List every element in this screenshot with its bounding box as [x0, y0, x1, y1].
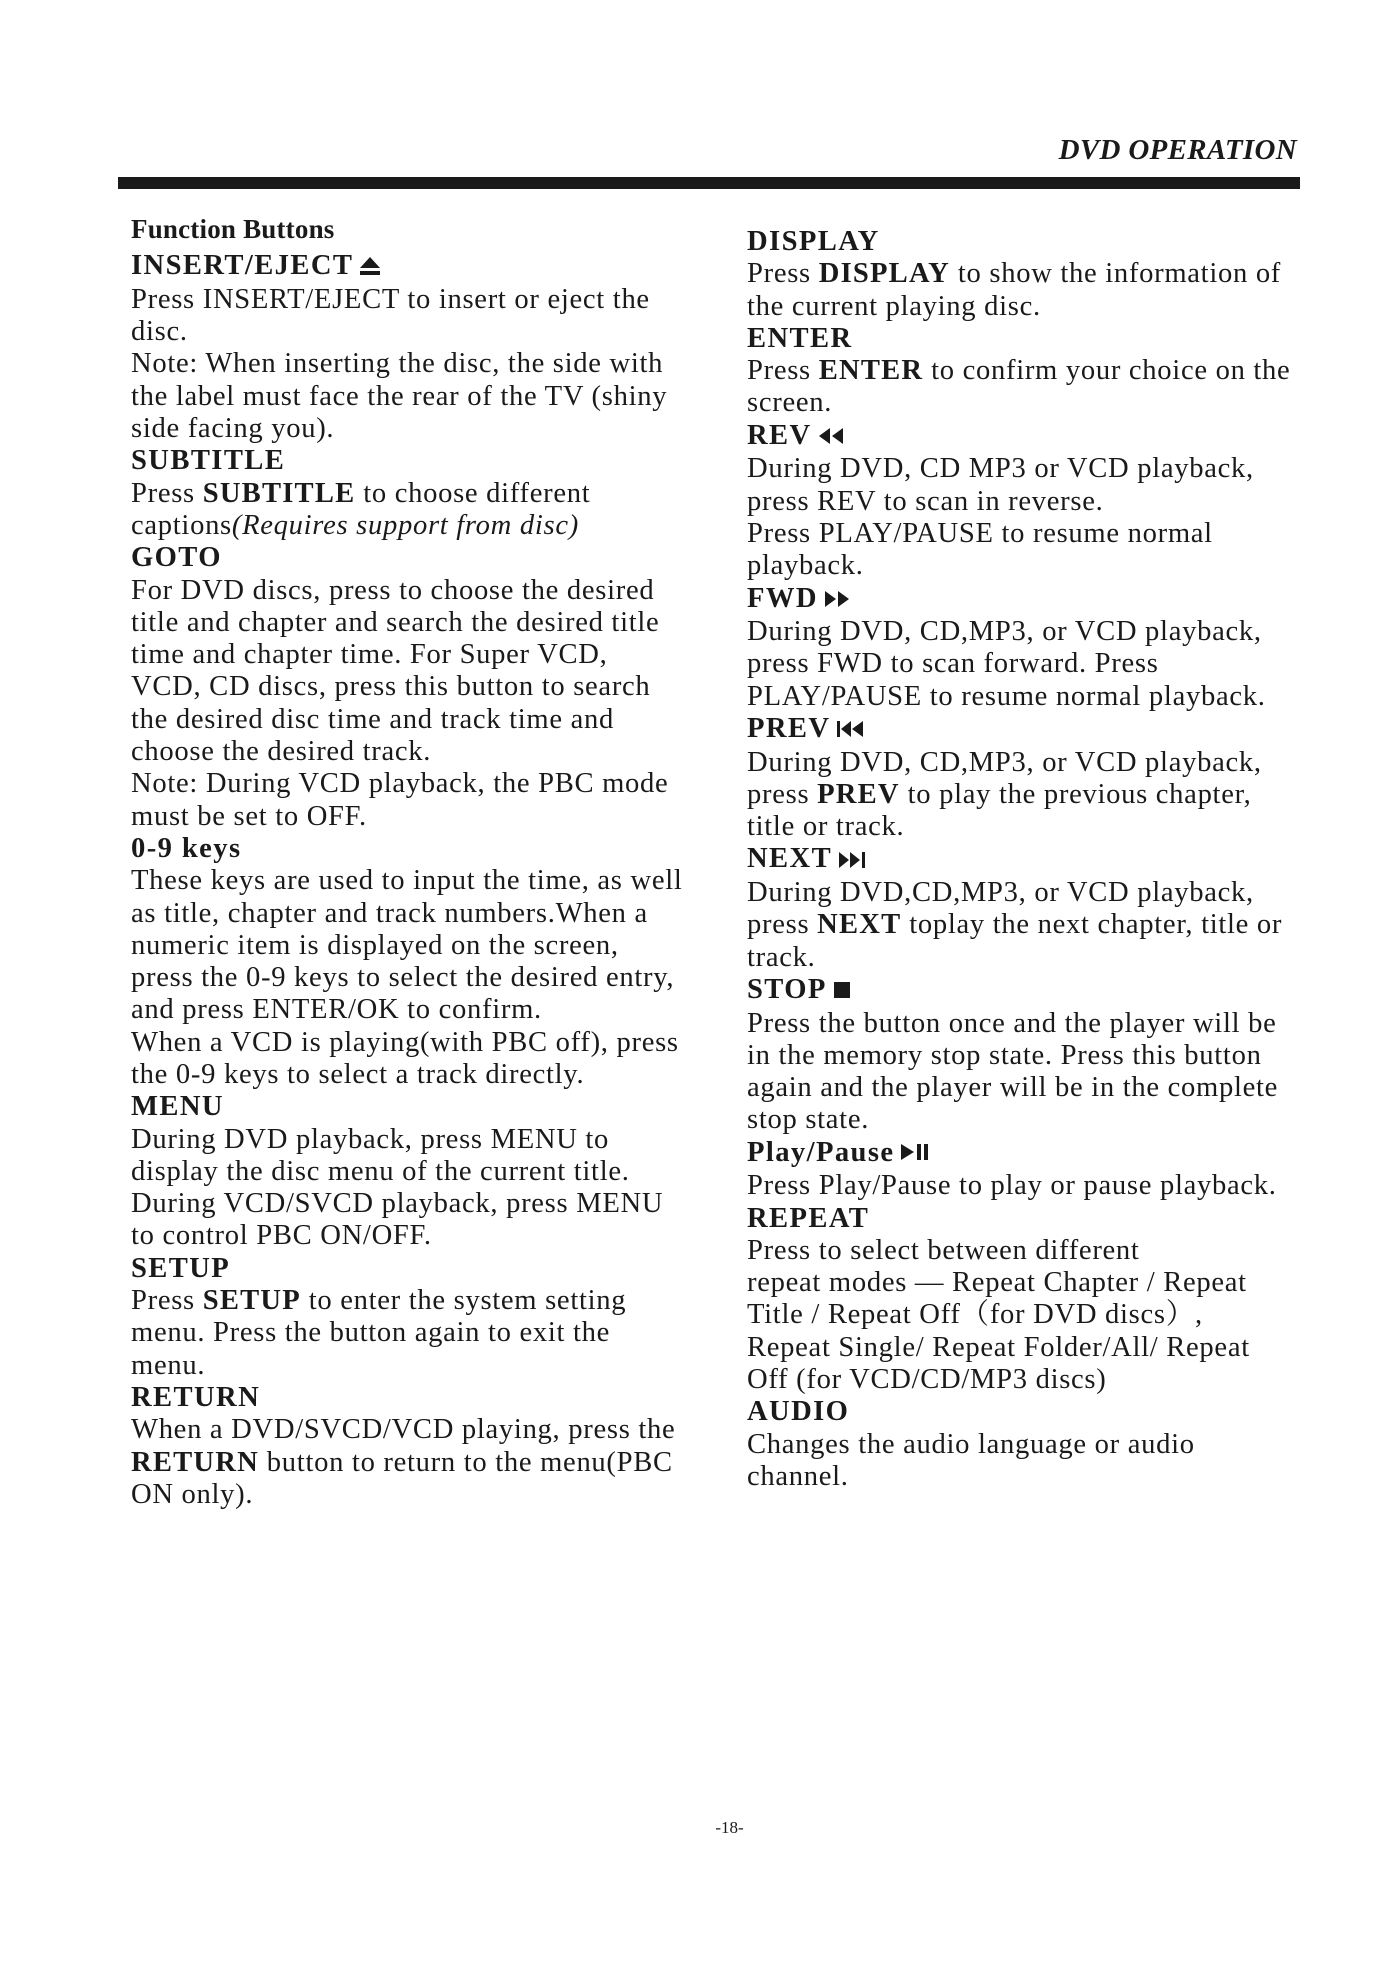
- function-buttons-title: Function Buttons: [131, 214, 335, 244]
- text-segment: Note: During VCD playback, the PBC mode: [131, 768, 669, 800]
- body-line: [131, 1479, 731, 1511]
- rewind-icon: [818, 421, 844, 453]
- section-heading-subtitle: [131, 445, 731, 477]
- text-segment: These keys are used to input the time, as well: [131, 865, 683, 897]
- body-line: [747, 811, 1347, 843]
- text-segment: the label must face the rear of the TV (shiny: [131, 380, 668, 412]
- text-segment: (Requires support from disc): [231, 509, 579, 541]
- text-segment: During DVD, CD,MP3, or VCD playback,: [747, 746, 1262, 778]
- text-segment: to play the previous chapter,: [899, 778, 1252, 810]
- body-line: [747, 1104, 1347, 1136]
- body-line: [131, 413, 731, 445]
- text-segment: title and chapter and search the desired title: [131, 606, 660, 638]
- play-pause-icon: [900, 1138, 930, 1170]
- text-segment: During DVD, CD MP3 or VCD playback,: [747, 453, 1254, 485]
- body-line: [747, 1008, 1347, 1040]
- body-line: [131, 801, 731, 833]
- text-segment: to enter the system setting: [300, 1285, 627, 1317]
- body-line: [747, 453, 1347, 485]
- body-line: [747, 291, 1347, 323]
- section-playpause: [747, 1137, 1347, 1203]
- body-line: [131, 1156, 731, 1188]
- text-segment: channel.: [747, 1460, 849, 1492]
- section-heading-text: AUDIO: [747, 1396, 850, 1428]
- body-line: [747, 1235, 1347, 1267]
- text-segment: press: [747, 778, 818, 810]
- body-line: [747, 1040, 1347, 1072]
- text-segment: Press: [747, 355, 819, 387]
- body-line: [747, 1267, 1347, 1299]
- section-heading-text: INSERT/EJECT: [131, 250, 354, 282]
- section-heading-insert: [131, 250, 731, 284]
- text-segment: display the disc menu of the current title.: [131, 1155, 630, 1187]
- text-segment: press FWD to scan forward. Press: [747, 648, 1159, 680]
- section-heading-stop: [747, 974, 1347, 1008]
- text-segment: time and chapter time. For Super VCD,: [131, 639, 608, 671]
- page-number: -18-: [715, 1818, 744, 1837]
- text-segment: Press: [131, 477, 203, 509]
- page-header-title: DVD OPERATION: [1058, 134, 1297, 166]
- body-line: [131, 348, 731, 380]
- section-heading-text: 0-9 keys: [131, 832, 242, 864]
- section-heading-goto: [131, 542, 731, 574]
- text-segment: PLAY/PAUSE to resume normal playback.: [747, 680, 1266, 712]
- body-line: [747, 616, 1347, 648]
- section-audio: [747, 1396, 1347, 1493]
- section-heading-audio: [747, 1396, 1347, 1428]
- text-segment: During DVD, CD,MP3, or VCD playback,: [747, 616, 1262, 648]
- text-segment: to show the information of: [950, 258, 1282, 290]
- text-segment: PREV: [817, 778, 900, 810]
- section-heading-display: [747, 226, 1347, 258]
- body-line: [747, 518, 1347, 550]
- eject-icon: [359, 252, 381, 284]
- body-line: [747, 1461, 1347, 1493]
- text-segment: the current playing disc.: [747, 290, 1041, 322]
- fast-forward-icon: [824, 584, 850, 616]
- text-segment: side facing you).: [131, 413, 335, 445]
- text-segment: Press: [131, 1285, 203, 1317]
- stop-icon: [833, 975, 851, 1007]
- section-heading-text: GOTO: [131, 542, 222, 574]
- body-line: [131, 1317, 731, 1349]
- text-segment: For DVD discs, press to choose the desired: [131, 574, 655, 606]
- text-segment: SUBTITLE: [202, 477, 356, 509]
- body-line: [747, 1299, 1347, 1331]
- text-segment: playback.: [747, 550, 864, 582]
- text-segment: press REV to scan in reverse.: [747, 485, 1104, 517]
- text-segment: again and the player will be in the complete: [747, 1072, 1279, 1104]
- section-display: [747, 226, 1347, 323]
- text-segment: Note: When inserting the disc, the side with: [131, 348, 664, 380]
- body-line: [131, 316, 731, 348]
- section-heading-repeat: [747, 1203, 1347, 1235]
- section-return: [131, 1382, 731, 1511]
- text-segment: NEXT: [817, 909, 902, 941]
- body-line: [131, 1124, 731, 1156]
- body-line: [747, 1170, 1347, 1202]
- text-segment: press: [747, 909, 818, 941]
- body-line: [747, 1072, 1347, 1104]
- text-segment: title or track.: [747, 811, 905, 843]
- text-segment: disc.: [131, 316, 188, 348]
- body-line: [131, 284, 731, 316]
- section-heading-return: [131, 1382, 731, 1414]
- section-heading-setup: [131, 1253, 731, 1285]
- body-line: [747, 942, 1347, 974]
- text-segment: Press the button once and the player will be: [747, 1007, 1277, 1039]
- text-segment: choose the desired track.: [131, 736, 432, 768]
- body-line: [131, 704, 731, 736]
- text-segment: Press PLAY/PAUSE to resume normal: [747, 517, 1213, 549]
- body-line: [131, 1285, 731, 1317]
- section-heading-playpause: [747, 1137, 1347, 1171]
- body-line: [747, 1332, 1347, 1364]
- text-segment: toplay the next chapter, title or: [901, 909, 1283, 941]
- text-segment: and press ENTER/OK to confirm.: [131, 994, 542, 1026]
- body-line: [131, 1414, 731, 1446]
- body-line: [747, 550, 1347, 582]
- body-line: [747, 258, 1347, 290]
- text-segment: press the 0-9 keys to select the desired entry,: [131, 962, 675, 994]
- section-heading-text: PREV: [747, 713, 831, 745]
- body-line: [747, 355, 1347, 387]
- text-segment: VCD, CD discs, press this button to search: [131, 671, 651, 703]
- section-heading-next: [747, 843, 1347, 877]
- skip-forward-icon: [838, 845, 866, 877]
- text-segment: the 0-9 keys to select a track directly.: [131, 1059, 585, 1090]
- body-line: [131, 930, 731, 962]
- text-segment: When a VCD is playing(with PBC off), press: [131, 1026, 679, 1058]
- text-segment: Press Play/Pause to play or pause playback.: [747, 1170, 1277, 1202]
- left-column: [131, 213, 731, 1511]
- section-heading-text: STOP: [747, 973, 827, 1005]
- text-segment: menu.: [131, 1349, 206, 1381]
- section-stop: [747, 974, 1347, 1137]
- section-rev: [747, 420, 1347, 583]
- text-segment: screen.: [747, 387, 833, 419]
- section-fwd: [747, 583, 1347, 713]
- text-segment: During VCD/SVCD playback, press MENU: [131, 1188, 664, 1220]
- text-segment: During DVD playback, press MENU to: [131, 1123, 610, 1155]
- section-menu: [131, 1091, 731, 1252]
- section-heading-prev: [747, 713, 1347, 747]
- text-segment: Off (for VCD/CD/MP3 discs): [747, 1364, 1107, 1396]
- text-segment: numeric item is displayed on the screen,: [131, 929, 619, 961]
- section-setup: [131, 1253, 731, 1382]
- body-line: [131, 1220, 731, 1252]
- section-goto: [131, 542, 731, 833]
- section-heading-text: SETUP: [131, 1252, 231, 1284]
- right-column: [747, 226, 1347, 1493]
- text-segment: stop state.: [747, 1104, 870, 1136]
- body-line: [131, 768, 731, 800]
- body-line: [131, 962, 731, 994]
- body-line: [131, 639, 731, 671]
- text-segment: DISPLAY: [818, 258, 951, 290]
- section-heading-text: RETURN: [131, 1381, 261, 1413]
- section-heading-rev: [747, 420, 1347, 454]
- body-line: [131, 736, 731, 768]
- section-prev: [747, 713, 1347, 843]
- text-segment: Repeat Single/ Repeat Folder/All/ Repeat: [747, 1331, 1250, 1363]
- body-line: [747, 1429, 1347, 1461]
- text-segment: as title, chapter and track numbers.When a: [131, 897, 648, 929]
- body-line: [131, 1188, 731, 1220]
- section-heading-text: FWD: [747, 582, 818, 614]
- text-segment: Changes the audio language or audio: [747, 1428, 1195, 1460]
- section-enter: [747, 323, 1347, 420]
- body-line: [131, 865, 731, 897]
- body-line: [131, 478, 731, 510]
- text-segment: the desired disc time and track time and: [131, 703, 614, 735]
- body-line: [131, 1350, 731, 1382]
- section-heading-fwd: [747, 583, 1347, 617]
- section-heading-text: MENU: [131, 1091, 224, 1123]
- section-heading-text: DISPLAY: [747, 226, 880, 257]
- body-line: [747, 909, 1347, 941]
- body-line: [131, 1447, 731, 1479]
- body-line: [131, 1059, 731, 1091]
- body-line: [131, 994, 731, 1026]
- text-segment: track.: [747, 941, 816, 973]
- text-segment: to choose different: [355, 477, 591, 509]
- section-heading-text: REV: [747, 419, 812, 451]
- body-line: [747, 747, 1347, 779]
- text-segment: SETUP: [202, 1285, 301, 1317]
- section-heading-text: SUBTITLE: [131, 445, 286, 477]
- text-segment: ENTER: [818, 355, 924, 387]
- left-sections: [131, 250, 731, 1511]
- body-line: [747, 1364, 1347, 1396]
- body-line: [747, 486, 1347, 518]
- body-line: [131, 575, 731, 607]
- section-heading-keys09: [131, 833, 731, 865]
- section-heading-text: Play/Pause: [747, 1136, 895, 1168]
- text-segment: Title / Repeat Off（for DVD discs）,: [747, 1299, 1203, 1331]
- body-line: [131, 898, 731, 930]
- section-heading-text: NEXT: [747, 843, 833, 875]
- body-line: [131, 510, 731, 542]
- body-line: [131, 1027, 731, 1059]
- section-heading-text: ENTER: [747, 322, 853, 354]
- text-segment: When a DVD/SVCD/VCD playing, press the: [131, 1414, 676, 1446]
- text-segment: Press to select between different: [747, 1234, 1140, 1266]
- text-segment: During DVD,CD,MP3, or VCD playback,: [747, 877, 1254, 909]
- body-line: [131, 671, 731, 703]
- section-heading-menu: [131, 1091, 731, 1123]
- text-segment: button to return to the menu(PBC: [258, 1446, 673, 1478]
- section-keys09: [131, 833, 731, 1091]
- section-next: [747, 843, 1347, 973]
- body-line: [747, 387, 1347, 419]
- body-line: [131, 381, 731, 413]
- body-line: [747, 877, 1347, 909]
- text-segment: must be set to OFF.: [131, 800, 367, 832]
- text-segment: to confirm your choice on the: [923, 355, 1291, 387]
- section-heading-enter: [747, 323, 1347, 355]
- body-line: [747, 779, 1347, 811]
- text-segment: to control PBC ON/OFF.: [131, 1220, 432, 1252]
- skip-back-icon: [836, 714, 864, 746]
- section-subtitle: [131, 445, 731, 542]
- text-segment: menu. Press the button again to exit the: [131, 1317, 611, 1349]
- text-segment: ON only).: [131, 1478, 254, 1510]
- section-repeat: [747, 1203, 1347, 1397]
- text-segment: in the memory stop state. Press this button: [747, 1039, 1262, 1071]
- section-insert: [131, 250, 731, 445]
- body-line: [747, 648, 1347, 680]
- text-segment: Press: [747, 258, 819, 290]
- text-segment: RETURN: [131, 1446, 259, 1478]
- section-heading-text: REPEAT: [747, 1202, 870, 1234]
- text-segment: repeat modes — Repeat Chapter / Repeat: [747, 1267, 1247, 1299]
- right-sections: [747, 226, 1347, 1493]
- header-rule: [118, 177, 1300, 189]
- body-line: [131, 607, 731, 639]
- text-segment: captions: [131, 509, 232, 541]
- text-segment: Press INSERT/EJECT to insert or eject the: [131, 283, 650, 315]
- body-line: [747, 681, 1347, 713]
